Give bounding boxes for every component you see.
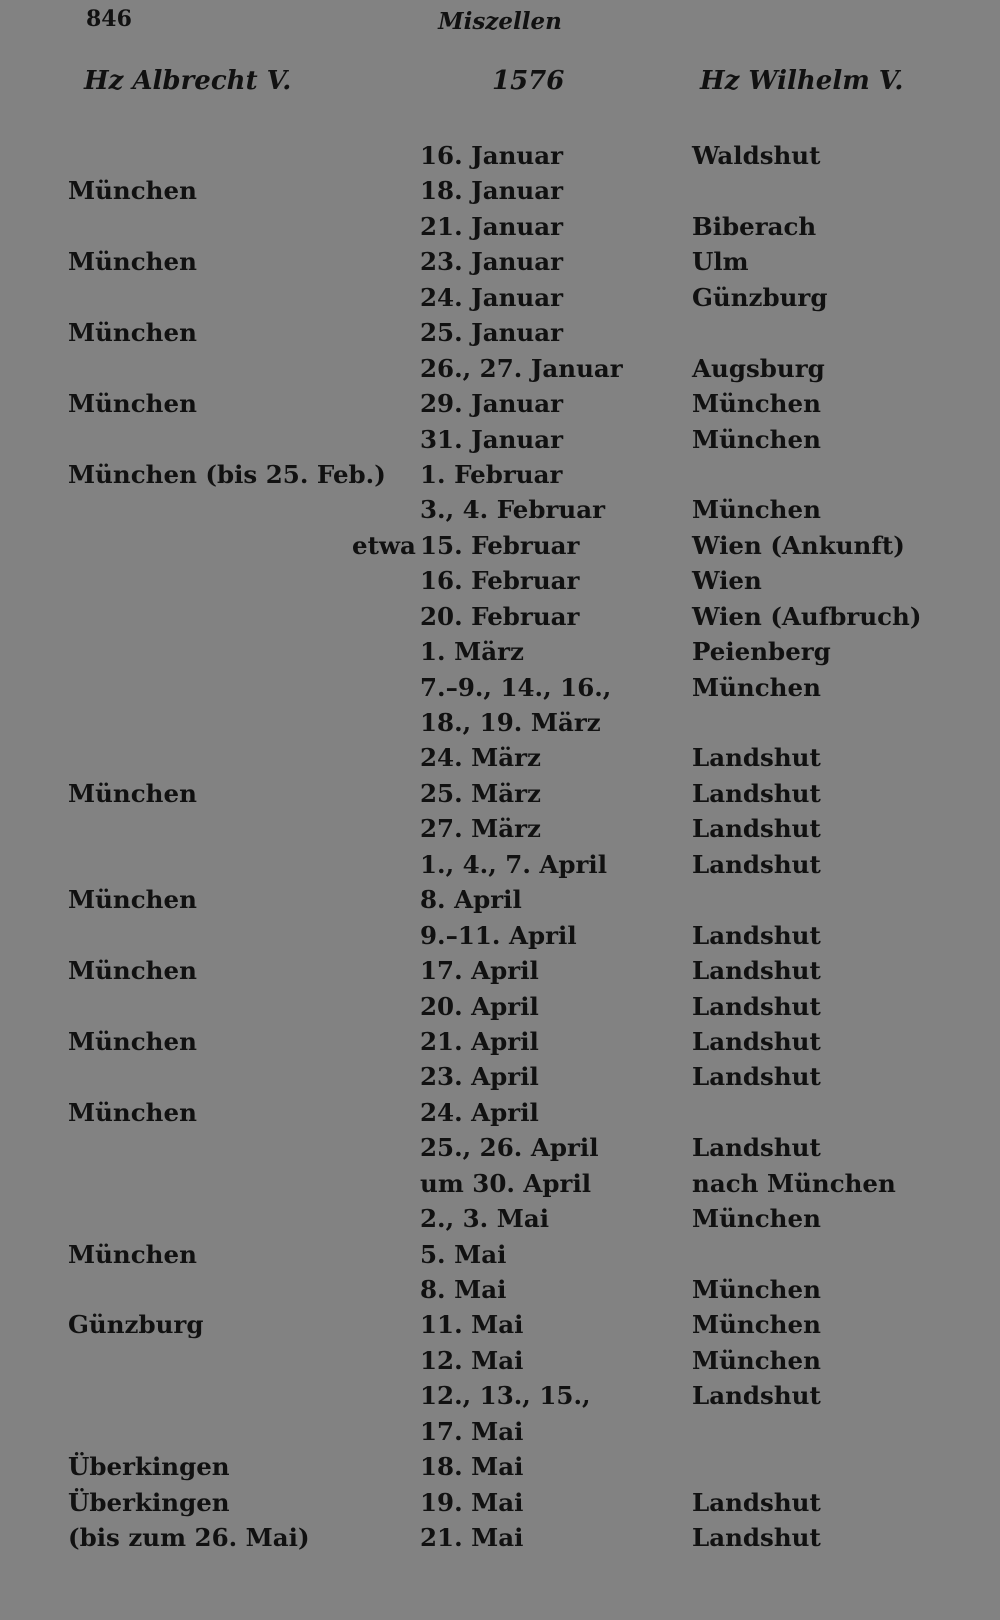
albrecht-location: München xyxy=(68,318,197,348)
table-row xyxy=(0,1485,1000,1520)
date: 18., 19. März xyxy=(420,708,601,737)
table-row xyxy=(0,1307,1000,1342)
date: 31. Januar xyxy=(420,424,564,454)
date: um 30. April xyxy=(420,1168,592,1198)
column-header-wilhelm: Hz Wilhelm V. xyxy=(700,66,904,96)
date-qualifier: etwa xyxy=(352,530,416,560)
date: 19. Mai xyxy=(420,1487,524,1517)
table-row xyxy=(0,1449,1000,1484)
column-header-albrecht: Hz Albrecht V. xyxy=(84,66,292,96)
wilhelm-location: München xyxy=(692,389,821,419)
date: 1. Februar xyxy=(420,459,563,489)
wilhelm-location: Günzburg xyxy=(692,282,828,312)
table-row xyxy=(0,492,1000,527)
wilhelm-location: nach München xyxy=(692,1168,896,1198)
albrecht-location: München xyxy=(68,1239,197,1269)
date: 7.–9., 14., 16., xyxy=(420,672,612,702)
date: 20. April xyxy=(420,991,539,1021)
albrecht-location: Günzburg xyxy=(68,1310,204,1340)
albrecht-location: (bis zum 26. Mai) xyxy=(68,1523,310,1553)
albrecht-location: Überkingen xyxy=(68,1452,230,1482)
table-row xyxy=(0,953,1000,988)
date: 21. April xyxy=(420,1026,539,1056)
table-row xyxy=(0,1378,1000,1413)
date: 18. Januar xyxy=(420,176,564,206)
date: 24. Januar xyxy=(420,282,564,312)
table-row xyxy=(0,315,1000,350)
wilhelm-location: Landshut xyxy=(692,1062,821,1092)
wilhelm-location: Landshut xyxy=(692,1381,821,1411)
wilhelm-location: Landshut xyxy=(692,849,821,879)
table-row xyxy=(0,740,1000,775)
table-row xyxy=(0,1059,1000,1094)
date: 20. Februar xyxy=(420,601,580,631)
table-row xyxy=(0,989,1000,1024)
wilhelm-location: Landshut xyxy=(692,814,821,844)
table-row xyxy=(0,528,1000,563)
wilhelm-location: Landshut xyxy=(692,956,821,986)
table-row xyxy=(0,1520,1000,1555)
wilhelm-location: Waldshut xyxy=(692,141,821,170)
table-row xyxy=(0,1414,1000,1449)
albrecht-location: München xyxy=(68,778,197,808)
itinerary-table xyxy=(0,138,1000,1556)
table-row xyxy=(0,705,1000,740)
table-row xyxy=(0,1166,1000,1201)
date: 27. März xyxy=(420,814,541,844)
wilhelm-location: Landshut xyxy=(692,743,821,773)
wilhelm-location: München xyxy=(692,424,821,454)
table-row xyxy=(0,1130,1000,1165)
table-row xyxy=(0,882,1000,917)
albrecht-location: Überkingen xyxy=(68,1487,230,1517)
table-row xyxy=(0,847,1000,882)
wilhelm-location: München xyxy=(692,1310,821,1340)
albrecht-location: München xyxy=(68,176,197,206)
wilhelm-location: Landshut xyxy=(692,1523,821,1553)
running-title: Miszellen xyxy=(438,8,562,35)
wilhelm-location: Wien xyxy=(692,566,762,596)
wilhelm-location: Landshut xyxy=(692,991,821,1021)
date: 3., 4. Februar xyxy=(420,495,606,525)
wilhelm-location: Augsburg xyxy=(692,353,825,383)
albrecht-location: München (bis 25. Feb.) xyxy=(68,459,386,489)
date: 15. Februar xyxy=(420,530,580,560)
date: 11. Mai xyxy=(420,1310,524,1340)
table-row xyxy=(0,280,1000,315)
albrecht-location: München xyxy=(68,389,197,419)
wilhelm-location: München xyxy=(692,1204,821,1234)
wilhelm-location: Landshut xyxy=(692,920,821,950)
table-row xyxy=(0,918,1000,953)
table-row xyxy=(0,1237,1000,1272)
date: 25., 26. April xyxy=(420,1133,599,1163)
table-row xyxy=(0,1095,1000,1130)
table-row xyxy=(0,670,1000,705)
table-row xyxy=(0,1272,1000,1307)
wilhelm-location: Peienberg xyxy=(692,637,831,667)
table-row xyxy=(0,138,1000,173)
date: 1. März xyxy=(420,637,524,667)
wilhelm-location: Wien (Ankunft) xyxy=(692,530,905,560)
table-row xyxy=(0,634,1000,669)
wilhelm-location: Landshut xyxy=(692,778,821,808)
table-row xyxy=(0,173,1000,208)
date: 17. April xyxy=(420,956,539,986)
table-row xyxy=(0,244,1000,279)
date: 23. Januar xyxy=(420,247,564,277)
date: 16. Januar xyxy=(420,141,564,170)
column-header-year: 1576 xyxy=(492,66,565,96)
table-row xyxy=(0,776,1000,811)
date: 29. Januar xyxy=(420,389,564,419)
table-row xyxy=(0,351,1000,386)
albrecht-location: München xyxy=(68,885,197,915)
wilhelm-location: Ulm xyxy=(692,247,749,277)
albrecht-location: München xyxy=(68,1097,197,1127)
table-row xyxy=(0,563,1000,598)
date: 17. Mai xyxy=(420,1416,524,1446)
albrecht-location: München xyxy=(68,1026,197,1056)
wilhelm-location: Biberach xyxy=(692,211,817,241)
table-row xyxy=(0,811,1000,846)
date: 8. April xyxy=(420,885,522,915)
table-row xyxy=(0,209,1000,244)
wilhelm-location: Landshut xyxy=(692,1487,821,1517)
wilhelm-location: München xyxy=(692,672,821,702)
date: 21. Januar xyxy=(420,211,564,241)
table-row xyxy=(0,422,1000,457)
table-row xyxy=(0,1201,1000,1236)
date: 8. Mai xyxy=(420,1275,507,1304)
date: 12. Mai xyxy=(420,1345,524,1375)
wilhelm-location: München xyxy=(692,1345,821,1375)
date: 23. April xyxy=(420,1062,539,1092)
date: 2., 3. Mai xyxy=(420,1204,550,1234)
albrecht-location: München xyxy=(68,956,197,986)
date: 26., 27. Januar xyxy=(420,353,623,383)
date: 24. März xyxy=(420,743,541,773)
table-row xyxy=(0,1343,1000,1378)
wilhelm-location: München xyxy=(692,1275,821,1304)
date: 24. April xyxy=(420,1097,539,1127)
wilhelm-location: Landshut xyxy=(692,1026,821,1056)
albrecht-location: München xyxy=(68,247,197,277)
date: 25. Januar xyxy=(420,318,564,348)
date: 1., 4., 7. April xyxy=(420,849,608,879)
table-row xyxy=(0,1024,1000,1059)
date: 9.–11. April xyxy=(420,920,577,950)
date: 12., 13., 15., xyxy=(420,1381,591,1411)
date: 16. Februar xyxy=(420,566,580,596)
table-row xyxy=(0,457,1000,492)
wilhelm-location: Landshut xyxy=(692,1133,821,1163)
date: 21. Mai xyxy=(420,1523,524,1553)
wilhelm-location: München xyxy=(692,495,821,525)
date: 25. März xyxy=(420,778,541,808)
date: 18. Mai xyxy=(420,1452,524,1482)
table-row xyxy=(0,386,1000,421)
date: 5. Mai xyxy=(420,1239,507,1269)
table-row xyxy=(0,599,1000,634)
wilhelm-location: Wien (Aufbruch) xyxy=(692,601,922,631)
page-number: 846 xyxy=(86,6,132,32)
